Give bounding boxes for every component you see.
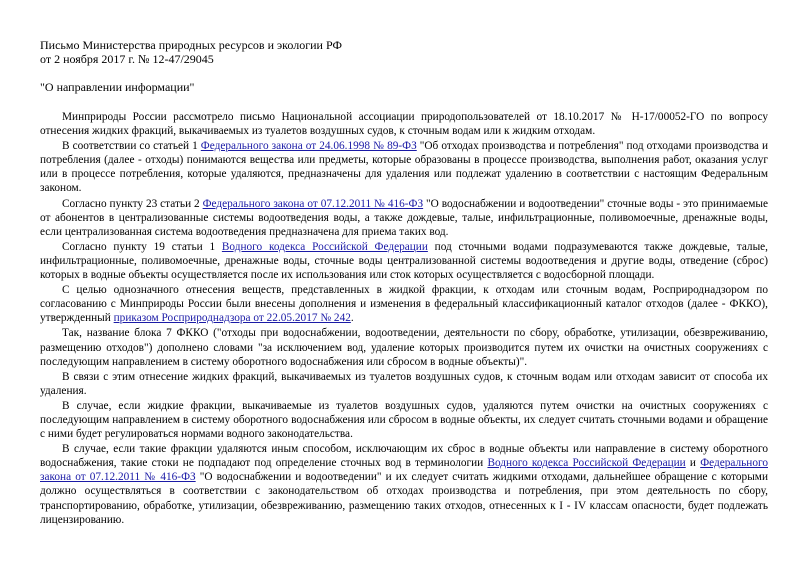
- paragraph-text: В соответствии со статьей 1: [62, 140, 201, 153]
- document-law-link[interactable]: Водного кодекса Российской Федерации: [487, 457, 686, 470]
- paragraph-text: В связи с этим отнесение жидких фракций, выкачиваемых из туалетов воздушных судов, к сточным водам или отходам зависит от способа их удаления.: [40, 370, 768, 397]
- document-body: [40, 110, 768, 527]
- document-paragraph: [40, 240, 768, 282]
- document-law-link[interactable]: Федерального закона от 07.12.2011 № 416-ФЗ: [202, 197, 424, 210]
- document-header-line-1: Письмо Министерства природных ресурсов и экологии РФ: [40, 38, 342, 52]
- paragraph-text: .: [350, 312, 354, 325]
- document-law-link[interactable]: Федерального закона от 07.12.2011 № 416-ФЗ: [40, 457, 768, 484]
- document-law-link[interactable]: Водного кодекса Российской Федерации: [221, 240, 428, 253]
- document-paragraph: [40, 139, 768, 195]
- paragraph-text: и: [685, 457, 701, 470]
- document-paragraph: [40, 399, 768, 441]
- paragraph-text: "О водоснабжении и водоотведении" и их следует считать жидкими отходами, дальнейшее обращение с которыми должно осуществляться в соответствии с законодательством об отходах производства и потребления, при этом деятельность по сбору, транспортированию, обработке, утилизации, обезвреживанию, размещению таких отходов, отнесенных к I - IV классам опасности, будет подлежать лицензированию.: [40, 471, 768, 526]
- paragraph-text: Так, название блока 7 ФККО ("отходы при водоснабжении, водоотведении, деятельности по сбору, обработке, утилизации, обезвреживанию, размещению отходов") дополнено словами "за исключением вод, удаление которых производится путем их очистки на очистных сооружениях с последующим направлением в систему оборотного водоснабжения или сбросом в водные объекты)".: [40, 327, 768, 368]
- document-paragraph: [40, 442, 768, 527]
- document-page: [40, 38, 768, 528]
- paragraph-text: В случае, если такие фракции удаляются иным способом, исключающим их сброс в водные объекты или направление в систему оборотного водоснабжения, такие стоки не подпадают под определение сточных вод в терминологии: [40, 443, 768, 470]
- document-law-link[interactable]: Федерального закона от 24.06.1998 № 89-ФЗ: [200, 140, 417, 153]
- paragraph-text: В случае, если жидкие фракции, выкачиваемые из туалетов воздушных судов, удаляются путем очистки на очистных сооружениях с последующим направлением в систему оборотного водоснабжения или сбросом в водные объекты, их следует считать сточными водами и обращение с ними будет регулироваться нормами водного законодательства.: [40, 399, 768, 441]
- document-paragraph: [40, 326, 768, 368]
- paragraph-text: под сточными водами подразумеваются также дождевые, талые, инфильтрационные, поливомоечные, дренажные воды, сточные воды централизованной системы водоотведения и другие воды, отведение (сброс) которых в водные объекты осуществляется после их использования или сток которых осуществляется с водосборной площади.: [40, 240, 768, 282]
- document-paragraph: [40, 370, 768, 398]
- paragraph-text: "О водоснабжении и водоотведении" сточные воды - это принимаемые от абонентов в централизованные системы водоотведения воды, а также дождевые, талые, инфильтрационные, поливомоечные, дренажные воды, если централизованная система водоотведения предназначена для приема таких вод.: [40, 197, 768, 238]
- document-law-link[interactable]: приказом Росприроднадзора от 22.05.2017 № 242: [113, 312, 351, 325]
- paragraph-text: Согласно пункту 19 статьи 1: [62, 240, 222, 253]
- paragraph-text: Минприроды России рассмотрело письмо Национальной ассоциации природопользователей от 18.10.2017 № Н-17/00052-ГО по вопросу отнесения жидких фракций, выкачиваемых из туалетов воздушных судов, к сточным водам или к жидким отходам.: [40, 111, 768, 138]
- document-paragraph: [40, 283, 768, 325]
- document-header-line-2: от 2 ноября 2017 г. № 12-47/29045: [40, 52, 214, 66]
- document-paragraph: [40, 197, 768, 239]
- document-paragraph: [40, 110, 768, 138]
- paragraph-text: "Об отходах производства и потребления" под отходами производства и потребления (далее - отходы) понимаются вещества или предметы, которые образованы в процессе производства, выполнения работ, оказания услуг или в процессе потребления, которые удаляются, предназначены для удаления или подлежат удалению в соответствии с настоящим Федеральным законом.: [40, 140, 769, 195]
- document-title: "О направлении информации": [40, 80, 195, 94]
- paragraph-text: Согласно пункту 23 статьи 2: [62, 197, 203, 210]
- paragraph-text: С целью однозначного отнесения веществ, представленных в жидкой фракции, к отходам или сточным водам, Росприроднадзором по согласованию с Минприроды России были внесены дополнения и изменения в федеральный классификационный каталог отходов (далее - ФККО), утвержденный: [40, 284, 768, 325]
